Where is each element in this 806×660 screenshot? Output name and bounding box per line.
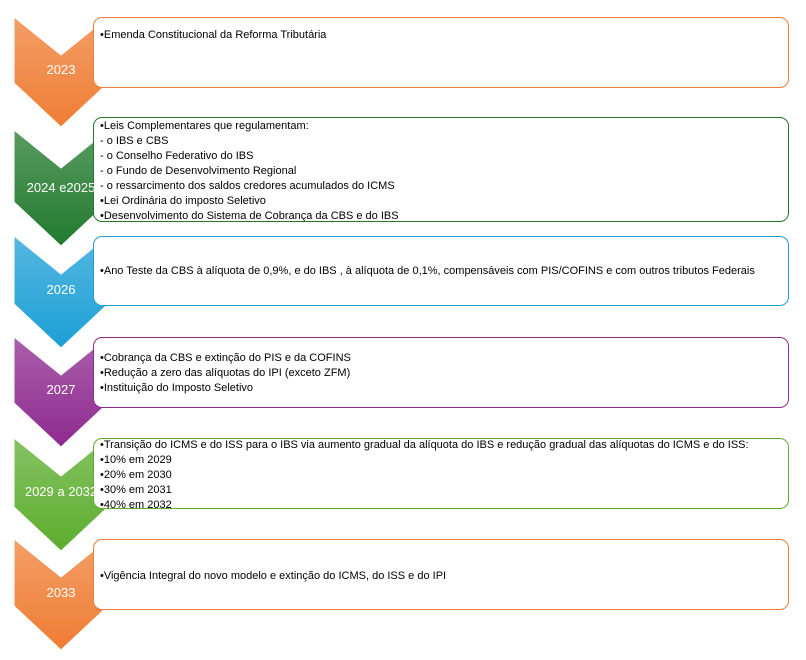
timeline-description-line: •Emenda Constitucional da Reforma Tributária — [100, 29, 327, 41]
timeline-description-list — [100, 119, 399, 224]
timeline-description-line: •10% em 2029 — [100, 454, 172, 466]
timeline-description-list — [100, 569, 446, 584]
timeline-year-label: 2024 e2025 — [26, 180, 96, 195]
timeline-description-line: •20% em 2030 — [100, 469, 172, 481]
timeline-description-line: •40% em 2032 — [100, 499, 172, 511]
timeline-description-list — [100, 438, 749, 513]
timeline-description-box — [93, 236, 789, 306]
timeline-description-line: •Transição do ICMS e do ISS para o IBS via aumento gradual da alíquota do IBS e redução gradual das alíquotas do ICMS e do ISS: — [100, 439, 749, 451]
timeline-year-label: 2026 — [46, 282, 76, 297]
timeline-year-label: 2029 a 2032 — [24, 484, 98, 499]
timeline-year-label: 2027 — [46, 382, 76, 397]
timeline-description-box — [93, 539, 789, 610]
timeline-description-line: •Lei Ordinária do imposto Seletivo — [100, 195, 266, 207]
timeline-year-label: 2023 — [46, 62, 76, 77]
timeline-description-line: •Instituição do Imposto Seletivo — [100, 382, 254, 394]
timeline-description-list — [100, 351, 351, 396]
timeline-description-list — [100, 264, 755, 279]
timeline-description-box — [93, 438, 789, 509]
timeline-description-box — [93, 17, 789, 88]
timeline-description-line: •Vigência Integral do novo modelo e extinção do ICMS, do ISS e do IPI — [100, 570, 447, 582]
timeline-description-box — [93, 337, 789, 408]
timeline-description-line: •Redução a zero das alíquotas do IPI (exceto ZFM) — [100, 367, 351, 379]
timeline-description-line: - o Fundo de Desenvolvimento Regional — [100, 165, 297, 177]
timeline-description-line: - o ressarcimento dos saldos credores acumulados do ICMS — [100, 180, 395, 192]
timeline-description-line: •Ano Teste da CBS à alíquota de 0,9%, e do IBS , à alíquota de 0,1%, compensáveis com PIS/COFINS e com outros tributos Federais — [100, 265, 755, 277]
timeline-description-line: •Desenvolvimento do Sistema de Cobrança da CBS e do IBS — [100, 210, 399, 222]
timeline-description-line: - o IBS e CBS — [100, 135, 169, 147]
timeline-description-line: •Cobrança da CBS e extinção do PIS e da COFINS — [100, 352, 351, 364]
timeline-description-line: - o Conselho Federativo do IBS — [100, 150, 254, 162]
timeline-description-box — [93, 117, 789, 222]
timeline-description-list — [100, 28, 326, 43]
timeline-description-line: •Leis Complementares que regulamentam: — [100, 120, 309, 132]
timeline-description-line: •30% em 2031 — [100, 484, 172, 496]
timeline-year-label: 2033 — [46, 585, 76, 600]
